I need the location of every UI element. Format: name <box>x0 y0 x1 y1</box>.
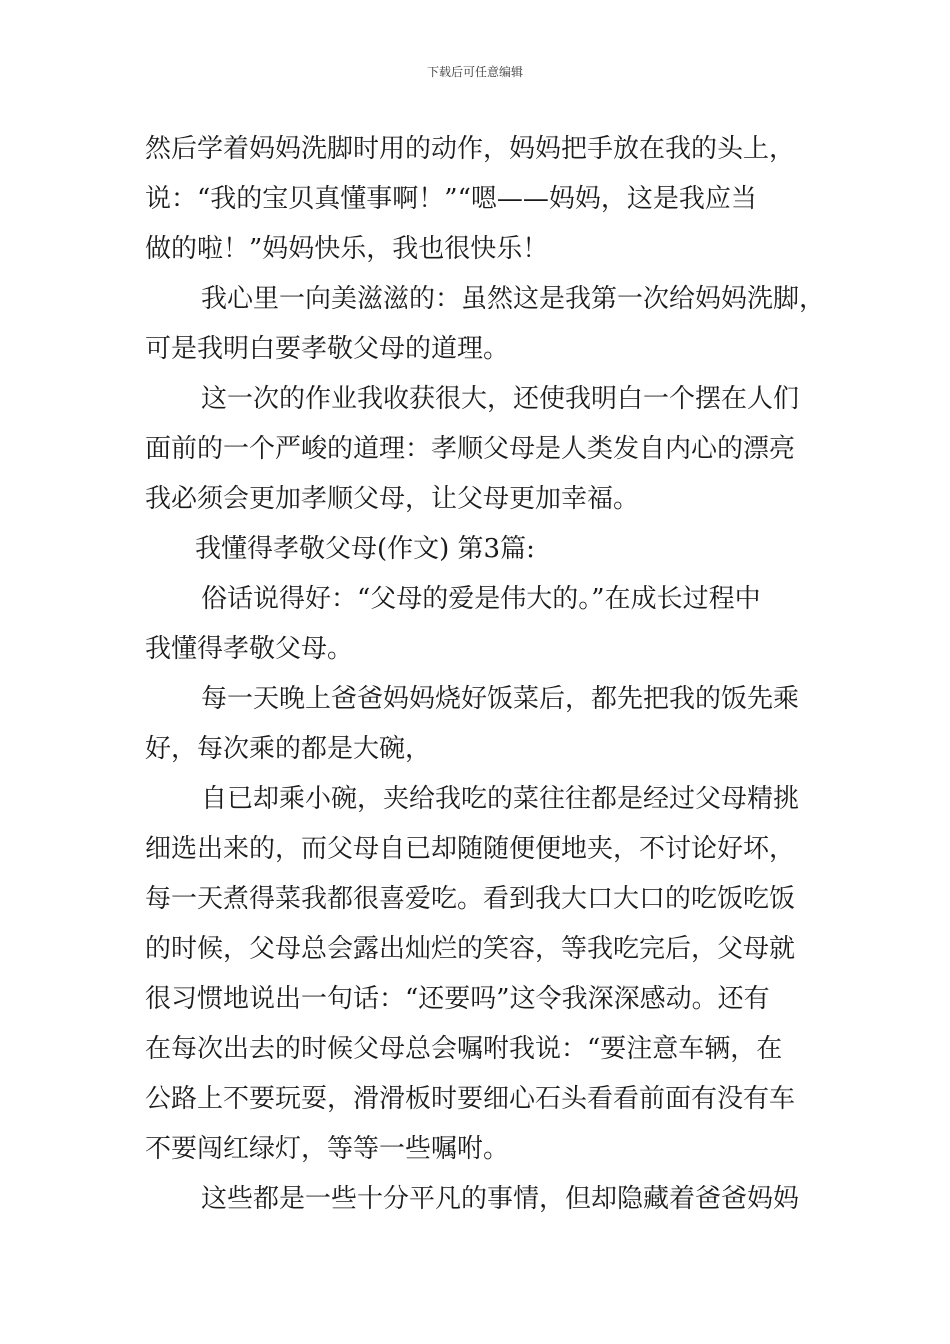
paragraph-start-line: 我心里一向美滋滋的：虽然这是我第一次给妈妈洗脚， <box>201 284 826 314</box>
text-line: 然后学着妈妈洗脚时用的动作，妈妈把手放在我的头上， <box>145 134 796 164</box>
text-line: 做的啦！”妈妈快乐，我也很快乐！ <box>145 234 549 264</box>
paragraph-start-line: 每一天晚上爸爸妈妈烧好饭菜后，都先把我的饭先乘 <box>201 684 800 714</box>
text-line: 说：“我的宝贝真懂事啊！”“嗯——妈妈，这是我应当 <box>145 184 757 214</box>
text-line: 细选出来的，而父母自已却随随便便地夹，不讨论好坏， <box>145 834 796 864</box>
paragraph-start-line: 这些都是一些十分平凡的事情，但却隐藏着爸爸妈妈 <box>201 1184 800 1214</box>
page-header: 下载后可任意编辑 <box>426 65 523 79</box>
text-line: 每一天煮得菜我都很喜爱吃。看到我大口大口的吃饭吃饭 <box>145 884 796 914</box>
text-line: 好，每次乘的都是大碗， <box>145 734 432 764</box>
paragraph-start-line: 自已却乘小碗，夹给我吃的菜往往都是经过父母精挑 <box>201 784 800 814</box>
paragraph-start-line: 这一次的作业我收获很大，还使我明白一个摆在人们 <box>201 384 800 414</box>
text-line: 很习惯地说出一句话：“还要吗”这令我深深感动。还有 <box>145 984 770 1014</box>
document-body <box>145 124 825 1224</box>
section-heading: 我懂得孝敬父母(作文) 第3篇: <box>195 534 535 564</box>
text-line: 的时候，父母总会露出灿烂的笑容，等我吃完后，父母就 <box>145 934 796 964</box>
text-line: 我懂得孝敬父母。 <box>145 634 354 664</box>
text-line: 不要闯红绿灯，等等一些嘱咐。 <box>145 1134 510 1164</box>
text-line: 可是我明白要孝敬父母的道理。 <box>145 334 510 364</box>
text-line: 我必须会更加孝顺父母，让父母更加幸福。 <box>145 484 640 514</box>
text-line: 面前的一个严峻的道理：孝顺父母是人类发自内心的漂亮 <box>145 434 796 464</box>
text-line: 公路上不要玩耍，滑滑板时要细心石头看看前面有没有车 <box>145 1084 796 1114</box>
text-line: 在每次出去的时候父母总会嘱咐我说：“要注意车辆，在 <box>145 1034 783 1064</box>
paragraph-start-line: 俗话说得好：“父母的爱是伟大的。”在成长过程中 <box>201 584 761 614</box>
